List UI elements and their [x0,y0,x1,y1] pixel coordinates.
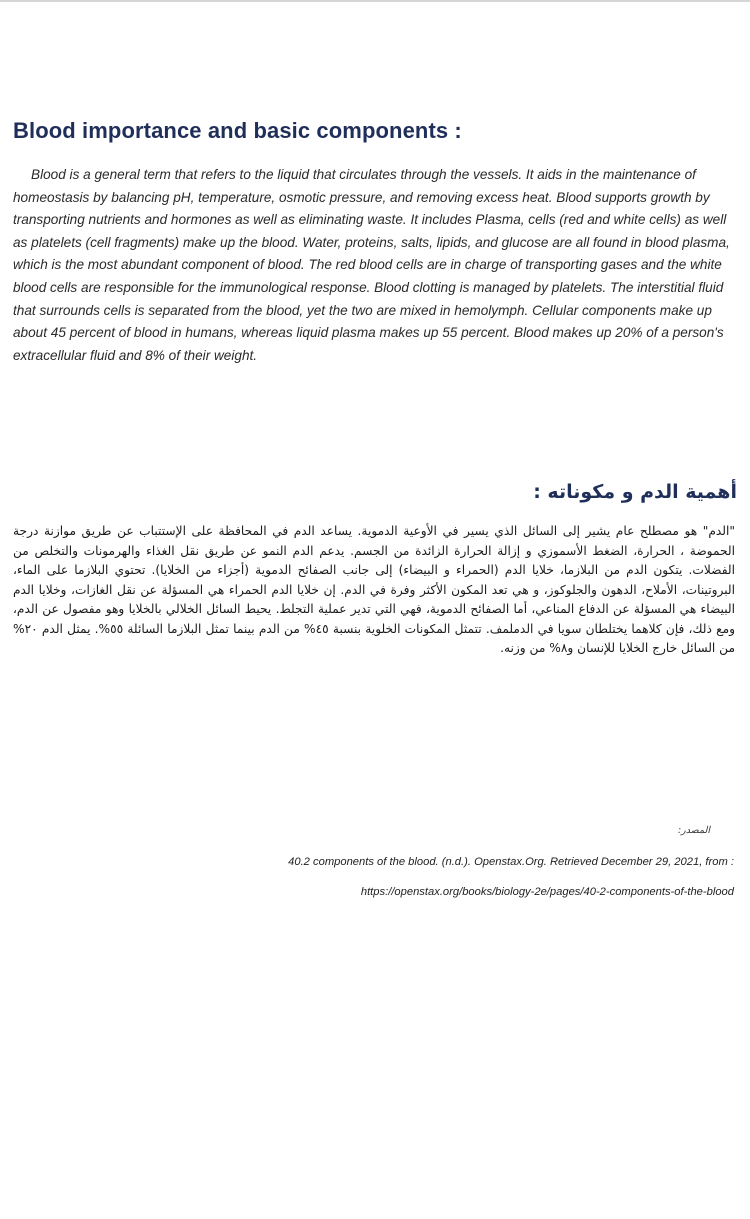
source-label: المصدر: [677,825,710,836]
english-section-title: Blood importance and basic components : [13,118,462,143]
arabic-section-paragraph: "الدم" هو مصطلح عام يشير إلى السائل الذي يسير في الأوعية الدموية. يساعد الدم في المحافظة على الإستتباب عن طريق موازنة درجة الحموضة ، الحرارة، الضغط الأسموزي و إزالة الحرارة الزائدة من الجسم. يدعم الدم النمو عن طريق نقل الغذاء والهرمونات والتخلص من الفضلات. يتكون الدم من البلازما، خلايا الدم (الحمراء و البيضاء) إلى جانب الصفائح الدموية (أجزاء من الخلايا). تحتوي البلازما على الماء، البروتينات، الأملاح، الدهون والجلوكوز، و هي تعد المكون الأكثر وفرة في الدم. إن خلايا الدم الحمراء هي المسؤلة عن نقل الغازات، وخلايا الدم البيضاء هي المسؤلة عن الدفاع المناعي، أما الصفائح الدموية، فهي التي تدير عملية التجلط. يحيط السائل الخلالي بالخلايا وهو مفصول عن الدم، ومع ذلك، فإن كلاهما يختلطان سويا في الدملمف. تتمثل المكونات الخلوية بنسبة ٤٥% من الدم بينما تمثل البلازما السائلة ٥٥%. يمثل الدم ٢٠% من السائل خارج الخلايا للإنسان و٨% من وزنه. [13,524,735,655]
citation-url: https://openstax.org/books/biology-2e/pages/40-2-components-of-the-blood [360,886,734,898]
arabic-section-title: أهمية الدم و مكوناته : [533,481,737,503]
english-section-paragraph: Blood is a general term that refers to the liquid that circulates through the vessels. It aids in the maintenance of homeostasis by balancing pH, temperature, osmotic pressure, and removing excess heat. Blood supports growth by transporting nutrients and hormones as well as eliminating waste. It includes Plasma, cells (red and white cells) as well as platelets (cell fragments) make up the blood. Water, proteins, salts, lipids, and glucose are all found in blood plasma, which is the most abundant component of blood. The red blood cells are in charge of transporting gases and the white blood cells are responsible for the immunological response. Blood clotting is managed by platelets. The interstitial fluid that surrounds cells is separated from the blood, yet the two are mixed in hemolymph. Cellular components make up about 45 percent of blood in humans, whereas liquid plasma makes up 55 percent. Blood makes up 20% of a person's extracellular fluid and 8% of their weight. [13,167,730,363]
citation-text: 40.2 components of the blood. (n.d.). Openstax.Org. Retrieved December 29, 2021, from : [288,856,734,868]
